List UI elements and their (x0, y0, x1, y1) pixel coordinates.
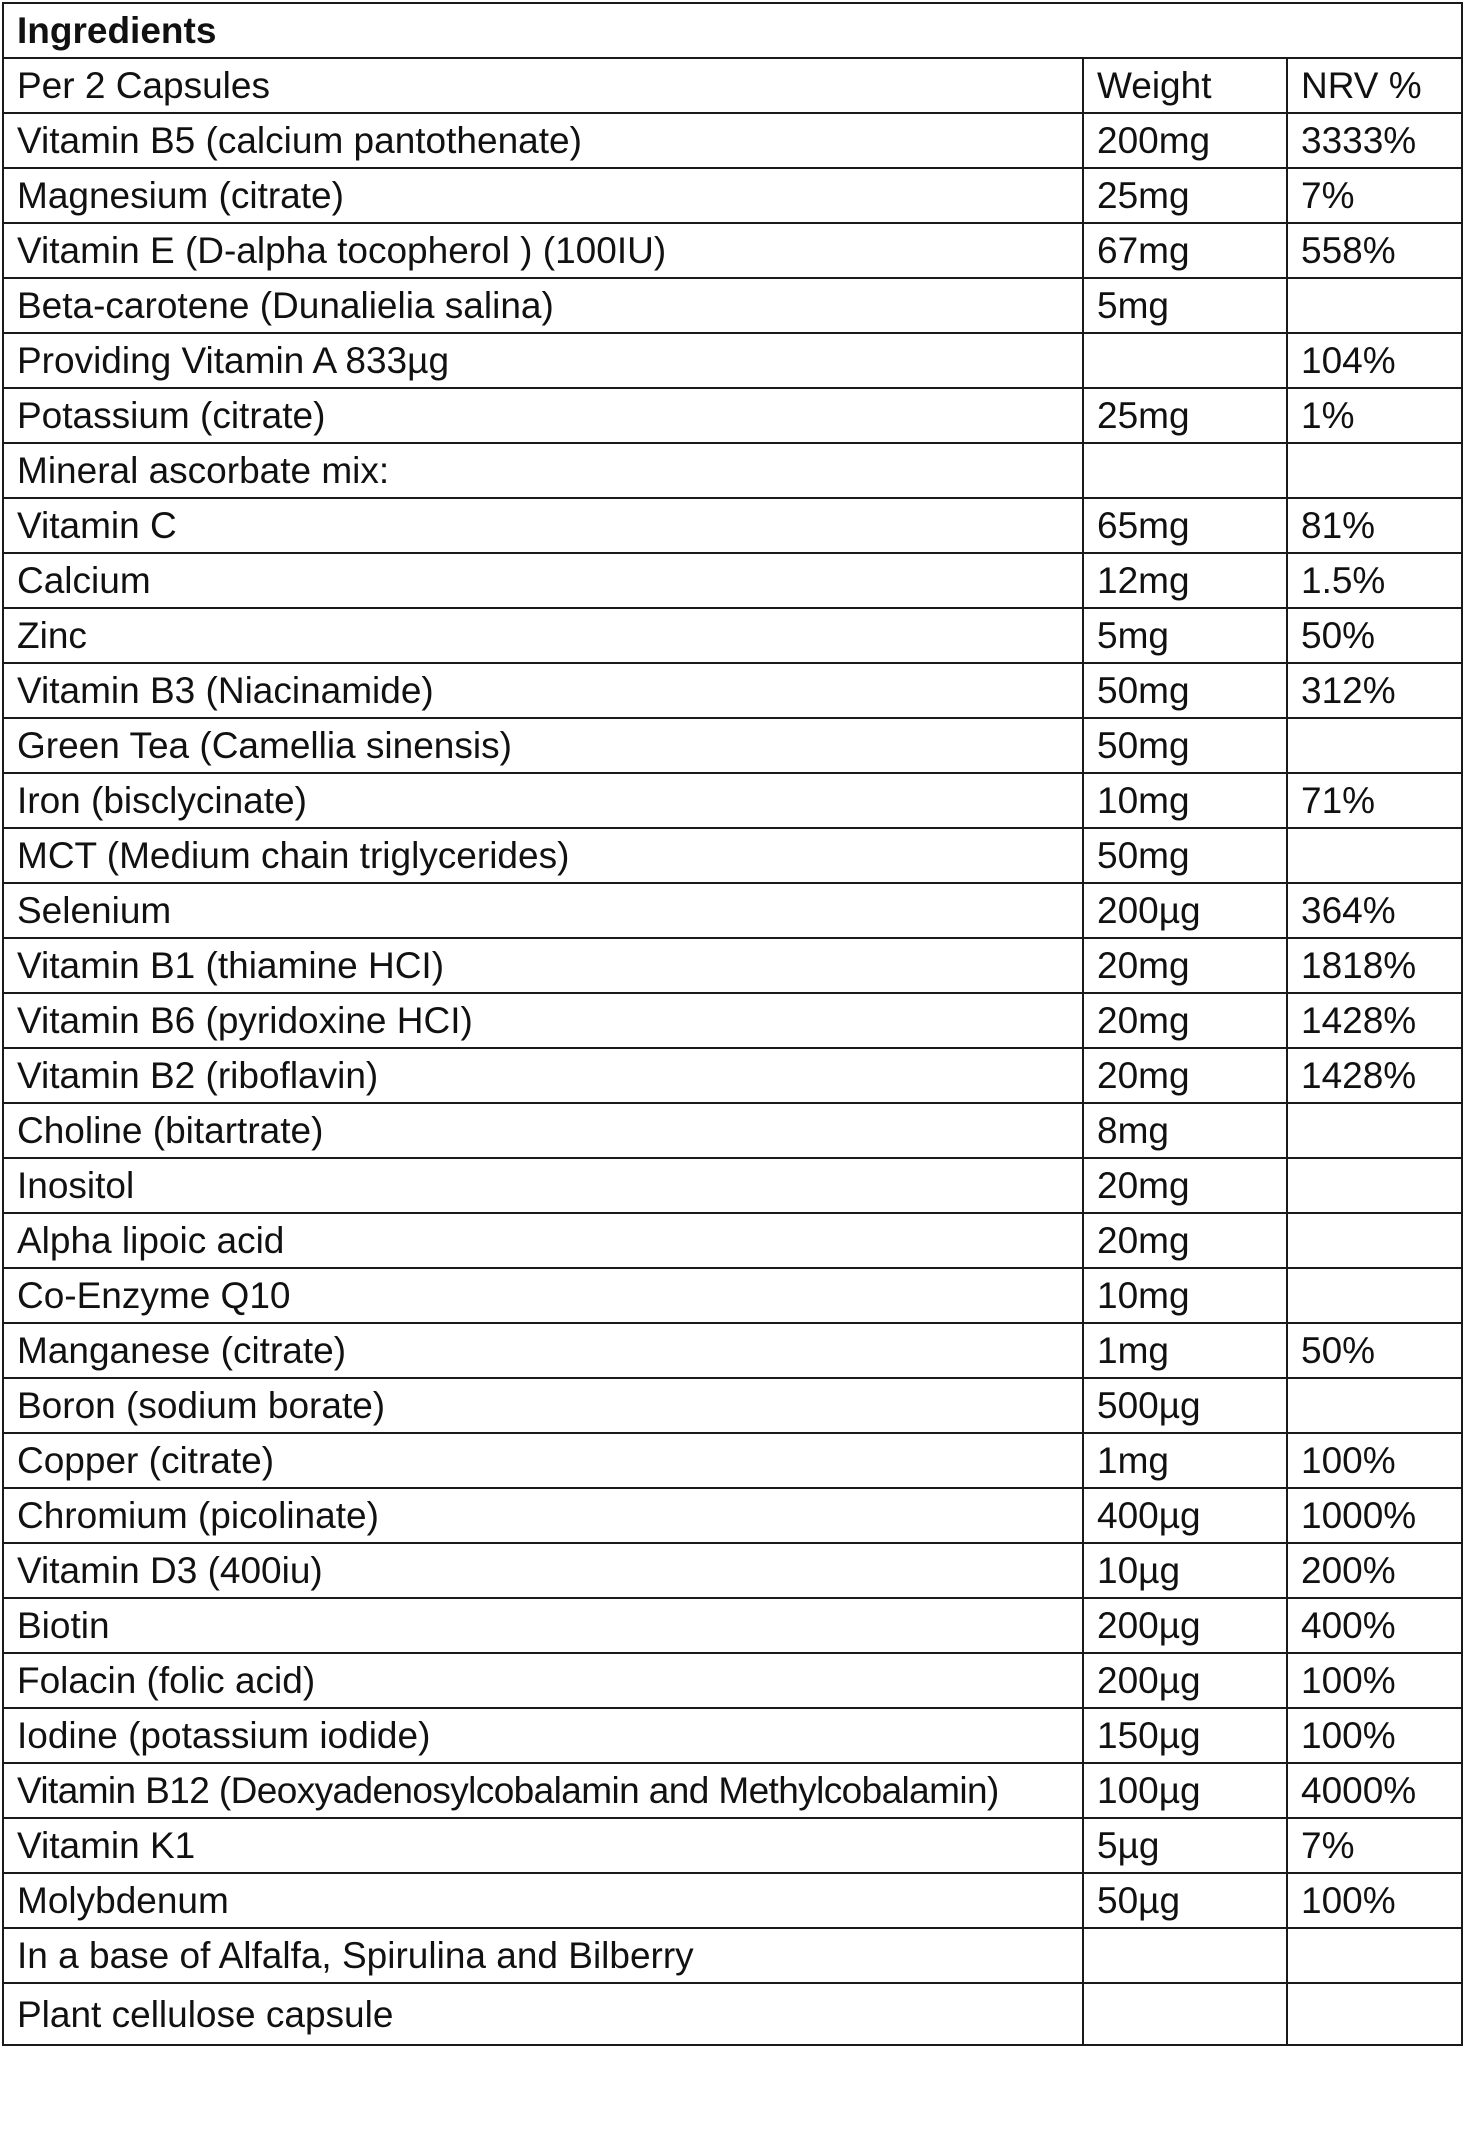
ingredient-weight (1083, 1928, 1287, 1983)
table-row (3, 1543, 1462, 1598)
ingredient-weight: 200µg (1083, 1598, 1287, 1653)
table-row (3, 1268, 1462, 1323)
table-row (3, 828, 1462, 883)
ingredient-nrv: 364% (1287, 883, 1462, 938)
ingredient-weight: 50µg (1083, 1873, 1287, 1928)
ingredient-nrv: 1.5% (1287, 553, 1462, 608)
ingredient-nrv (1287, 1378, 1462, 1433)
ingredient-nrv: 50% (1287, 1323, 1462, 1378)
ingredient-name: Vitamin B2 (riboflavin) (3, 1048, 1083, 1103)
ingredient-name: In a base of Alfalfa, Spirulina and Bilberry (3, 1928, 1083, 1983)
table-row (3, 1158, 1462, 1213)
table-row (3, 1213, 1462, 1268)
table-row (3, 553, 1462, 608)
table-row (3, 1818, 1462, 1873)
ingredient-name: Providing Vitamin A 833µg (3, 333, 1083, 388)
table-row (3, 1103, 1462, 1158)
table-row (3, 1928, 1462, 1983)
ingredient-name: Vitamin B5 (calcium pantothenate) (3, 113, 1083, 168)
ingredient-nrv: 200% (1287, 1543, 1462, 1598)
ingredient-name: Potassium (citrate) (3, 388, 1083, 443)
ingredient-weight: 5mg (1083, 278, 1287, 333)
ingredient-name: Boron (sodium borate) (3, 1378, 1083, 1433)
ingredient-nrv (1287, 1268, 1462, 1323)
ingredient-weight: 200µg (1083, 1653, 1287, 1708)
column-header-weight: Weight (1083, 58, 1287, 113)
ingredient-nrv (1287, 1103, 1462, 1158)
ingredient-weight: 150µg (1083, 1708, 1287, 1763)
ingredient-weight: 50mg (1083, 663, 1287, 718)
table-row (3, 113, 1462, 168)
ingredient-weight (1083, 1983, 1287, 2045)
ingredient-name: Biotin (3, 1598, 1083, 1653)
ingredient-nrv: 1000% (1287, 1488, 1462, 1543)
ingredient-weight (1083, 443, 1287, 498)
ingredient-name: Chromium (picolinate) (3, 1488, 1083, 1543)
ingredient-name: Vitamin D3 (400iu) (3, 1543, 1083, 1598)
ingredient-nrv: 7% (1287, 1818, 1462, 1873)
ingredient-name: Plant cellulose capsule (3, 1983, 1083, 2045)
table-row (3, 1378, 1462, 1433)
ingredient-name: Co-Enzyme Q10 (3, 1268, 1083, 1323)
ingredient-weight: 12mg (1083, 553, 1287, 608)
ingredient-name: Mineral ascorbate mix: (3, 443, 1083, 498)
ingredient-weight: 100µg (1083, 1763, 1287, 1818)
table-row (3, 388, 1462, 443)
ingredient-name: Beta-carotene (Dunalielia salina) (3, 278, 1083, 333)
ingredient-name: Calcium (3, 553, 1083, 608)
ingredient-nrv: 7% (1287, 168, 1462, 223)
ingredient-nrv: 558% (1287, 223, 1462, 278)
ingredient-nrv: 100% (1287, 1708, 1462, 1763)
table-row (3, 168, 1462, 223)
ingredient-name: Green Tea (Camellia sinensis) (3, 718, 1083, 773)
table-row (3, 1653, 1462, 1708)
ingredient-nrv: 1818% (1287, 938, 1462, 993)
ingredient-weight: 67mg (1083, 223, 1287, 278)
table-row (3, 718, 1462, 773)
ingredient-weight: 65mg (1083, 498, 1287, 553)
ingredient-name: Vitamin B12 (Deoxyadenosylcobalamin and Methylcobalamin) (3, 1763, 1083, 1818)
header-row (3, 58, 1462, 113)
ingredient-name: Vitamin K1 (3, 1818, 1083, 1873)
table-row (3, 883, 1462, 938)
ingredient-nrv: 71% (1287, 773, 1462, 828)
table-row (3, 1488, 1462, 1543)
ingredient-nrv: 50% (1287, 608, 1462, 663)
ingredient-name: Manganese (citrate) (3, 1323, 1083, 1378)
ingredient-nrv (1287, 1928, 1462, 1983)
ingredient-nrv: 104% (1287, 333, 1462, 388)
ingredients-table (2, 2, 1463, 2046)
ingredient-weight: 10mg (1083, 1268, 1287, 1323)
ingredient-nrv (1287, 828, 1462, 883)
ingredient-weight: 20mg (1083, 1158, 1287, 1213)
ingredient-weight: 20mg (1083, 993, 1287, 1048)
ingredient-nrv (1287, 1213, 1462, 1268)
column-header-name: Per 2 Capsules (3, 58, 1083, 113)
table-row (3, 1873, 1462, 1928)
ingredient-name: Alpha lipoic acid (3, 1213, 1083, 1268)
table-row (3, 278, 1462, 333)
ingredient-name: Inositol (3, 1158, 1083, 1213)
ingredient-nrv (1287, 278, 1462, 333)
ingredient-weight: 200µg (1083, 883, 1287, 938)
ingredient-name: Molybdenum (3, 1873, 1083, 1928)
ingredient-weight: 8mg (1083, 1103, 1287, 1158)
ingredient-weight (1083, 333, 1287, 388)
table-row (3, 773, 1462, 828)
ingredient-name: Vitamin C (3, 498, 1083, 553)
ingredient-name: Vitamin E (D-alpha tocopherol ) (100IU) (3, 223, 1083, 278)
ingredient-weight: 400µg (1083, 1488, 1287, 1543)
ingredient-name: Selenium (3, 883, 1083, 938)
ingredient-weight: 5µg (1083, 1818, 1287, 1873)
ingredient-nrv: 100% (1287, 1653, 1462, 1708)
ingredient-name: MCT (Medium chain triglycerides) (3, 828, 1083, 883)
ingredient-weight: 200mg (1083, 113, 1287, 168)
table-row (3, 608, 1462, 663)
ingredient-weight: 10µg (1083, 1543, 1287, 1598)
ingredient-name: Iron (bisclycinate) (3, 773, 1083, 828)
ingredient-nrv: 100% (1287, 1873, 1462, 1928)
table-row (3, 1983, 1462, 2045)
ingredient-name: Vitamin B3 (Niacinamide) (3, 663, 1083, 718)
ingredient-weight: 25mg (1083, 388, 1287, 443)
ingredient-nrv: 100% (1287, 1433, 1462, 1488)
ingredient-weight: 5mg (1083, 608, 1287, 663)
ingredient-nrv: 4000% (1287, 1763, 1462, 1818)
ingredient-name: Iodine (potassium iodide) (3, 1708, 1083, 1763)
title-row (3, 3, 1462, 58)
table-row (3, 1598, 1462, 1653)
column-header-nrv: NRV % (1287, 58, 1462, 113)
table-row (3, 663, 1462, 718)
ingredient-name: Folacin (folic acid) (3, 1653, 1083, 1708)
table-body (3, 113, 1462, 2045)
ingredient-nrv: 1428% (1287, 1048, 1462, 1103)
ingredient-nrv: 400% (1287, 1598, 1462, 1653)
table-row (3, 1048, 1462, 1103)
table-row (3, 938, 1462, 993)
ingredient-nrv: 1428% (1287, 993, 1462, 1048)
table-title: Ingredients (3, 3, 1462, 58)
table-row (3, 223, 1462, 278)
ingredient-name: Choline (bitartrate) (3, 1103, 1083, 1158)
ingredient-weight: 1mg (1083, 1323, 1287, 1378)
ingredient-nrv (1287, 1158, 1462, 1213)
ingredient-name: Vitamin B6 (pyridoxine HCI) (3, 993, 1083, 1048)
ingredient-weight: 500µg (1083, 1378, 1287, 1433)
table-row (3, 498, 1462, 553)
ingredient-name: Vitamin B1 (thiamine HCI) (3, 938, 1083, 993)
table-row (3, 1323, 1462, 1378)
ingredient-name: Zinc (3, 608, 1083, 663)
ingredient-weight: 20mg (1083, 1048, 1287, 1103)
ingredient-nrv (1287, 718, 1462, 773)
ingredient-weight: 10mg (1083, 773, 1287, 828)
ingredient-name: Copper (citrate) (3, 1433, 1083, 1488)
ingredient-weight: 50mg (1083, 828, 1287, 883)
table-row (3, 1433, 1462, 1488)
ingredient-nrv (1287, 443, 1462, 498)
ingredient-weight: 25mg (1083, 168, 1287, 223)
table-row (3, 993, 1462, 1048)
table-row (3, 1763, 1462, 1818)
ingredient-nrv: 81% (1287, 498, 1462, 553)
table-row (3, 443, 1462, 498)
ingredient-weight: 1mg (1083, 1433, 1287, 1488)
ingredient-nrv (1287, 1983, 1462, 2045)
table-row (3, 333, 1462, 388)
table-row (3, 1708, 1462, 1763)
ingredient-nrv: 1% (1287, 388, 1462, 443)
ingredient-name: Magnesium (citrate) (3, 168, 1083, 223)
ingredient-nrv: 3333% (1287, 113, 1462, 168)
ingredient-nrv: 312% (1287, 663, 1462, 718)
ingredient-weight: 20mg (1083, 1213, 1287, 1268)
ingredient-weight: 20mg (1083, 938, 1287, 993)
ingredient-weight: 50mg (1083, 718, 1287, 773)
